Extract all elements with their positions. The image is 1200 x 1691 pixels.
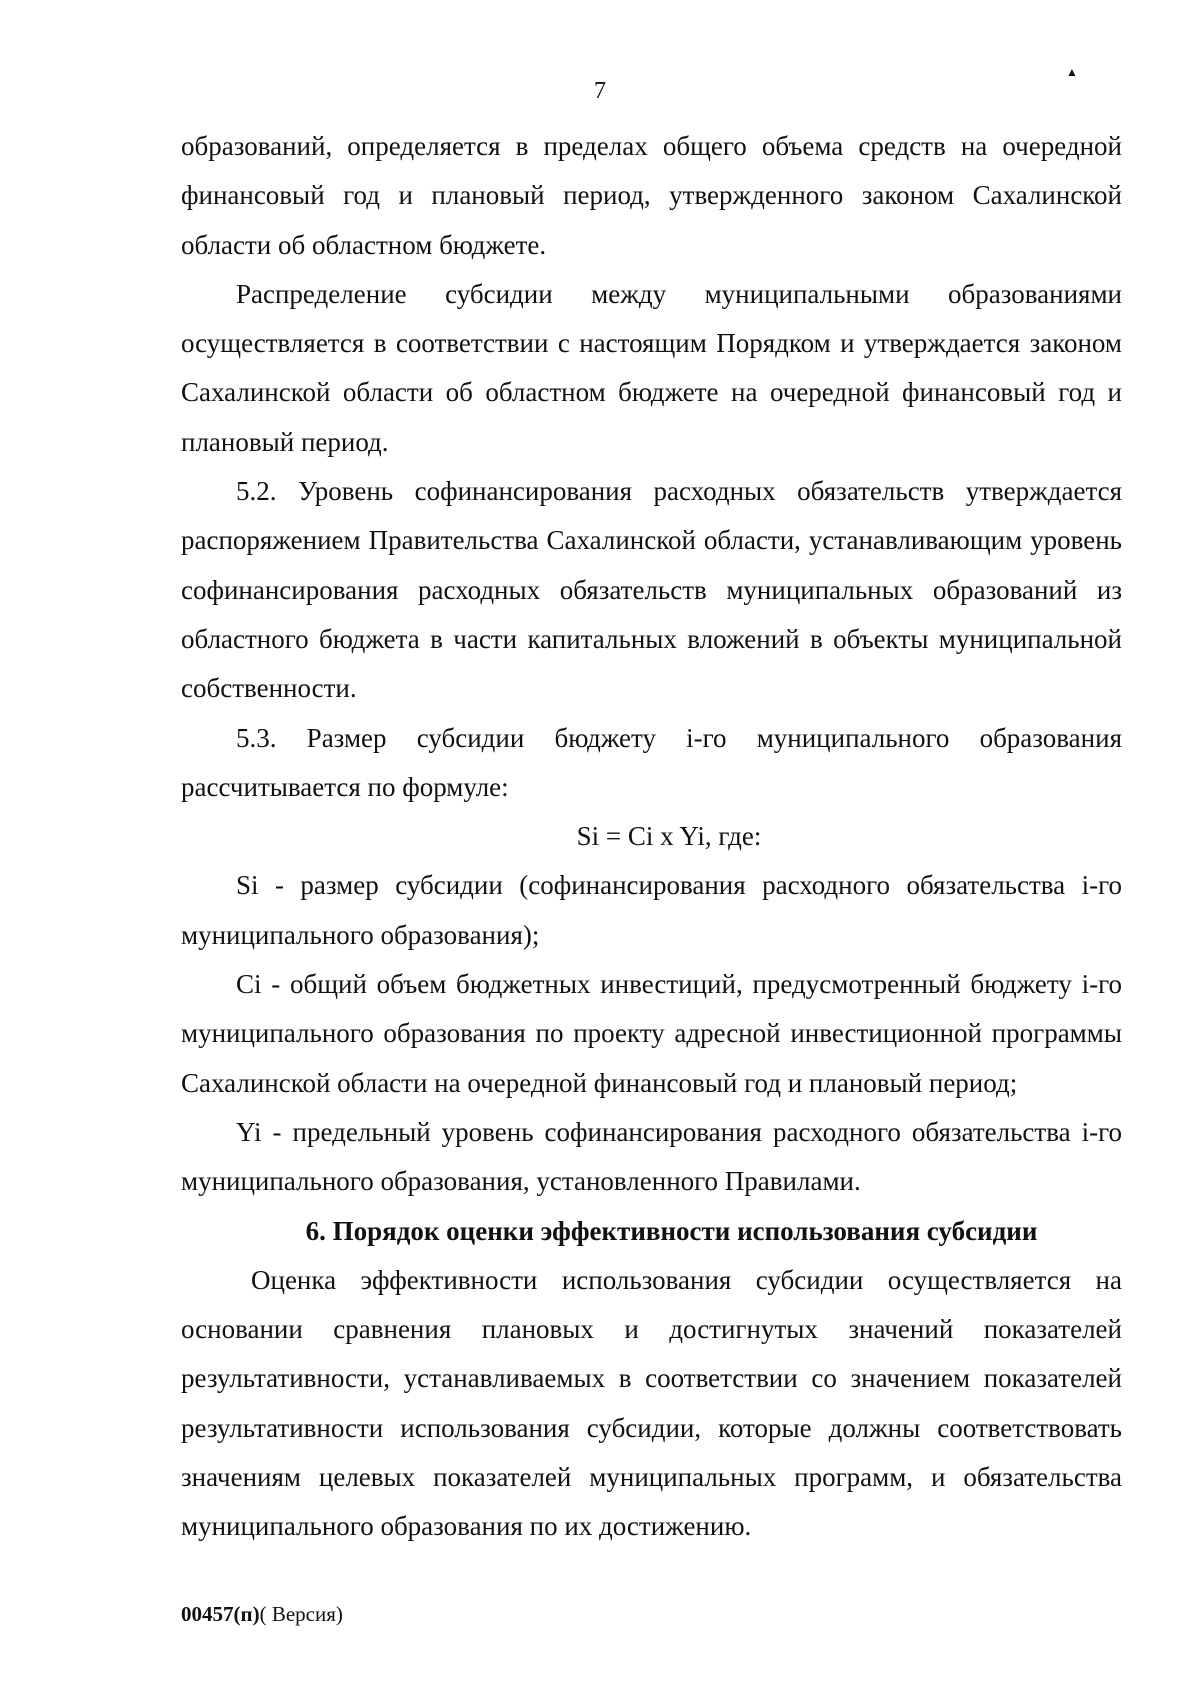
definition-ci: Ci - общий объем бюджетных инвестиций, предусмотренный бюджету i-го муниципального образования по проекту адресной инвестиционной программы Сахалинской области на очередной финансовый год и плановый период; — [181, 969, 1122, 1098]
section-heading: 6. Порядок оценки эффективности использования субсидии — [305, 1215, 1038, 1246]
definition-si: Si - размер субсидии (софинансирования расходного обязательства i-го муниципального образования); — [181, 870, 1122, 950]
paragraph-distribution: Распределение субсидии между муниципальными образованиями осуществляется в соответствии с настоящим Порядком и утверждается законом Сахалинской области об областном бюджете на очередной финансовый год и плановый период. — [181, 278, 1122, 457]
document-code: 00457(п) — [181, 1602, 260, 1626]
document-footer — [181, 1601, 343, 1627]
definition-yi: Yi - предельный уровень софинансирования расходного обязательства i-го муниципального образования, установленного Правилами. — [181, 1116, 1122, 1197]
formula: Si = Ci x Yi, где: — [576, 821, 762, 852]
paragraph-evaluation: Оценка эффективности использования субсидии осуществляется на основании сравнения плановых и достигнутых значений показателей результативности, устанавливаемых в соответствии со значением показателей результативности использования субсидии, которые должны соответствовать значениям целевых показателей муниципальных программ, и обязательства муниципального образования по их достижению. — [181, 1264, 1122, 1542]
document-version: ( Версия) — [259, 1602, 343, 1626]
document-body — [181, 122, 1122, 1552]
scan-mark: ▲ — [1066, 65, 1078, 79]
page-number: 7 — [594, 78, 606, 104]
paragraph-continuation: образований, определяется в пределах общего объема средств на очередной финансовый год и плановый период, утвержденного законом Сахалинской области об областном бюджете. — [181, 131, 1122, 260]
paragraph-5-2: 5.2. Уровень софинансирования расходных обязательств утверждается распоряжением Правительства Сахалинской области, устанавливающим уровень софинансирования расходных обязательств муниципальных образований из областного бюджета в части капитальных вложений в объекты муниципальной собственности. — [181, 476, 1122, 704]
paragraph-5-3: 5.3. Размер субсидии бюджету i-го муниципального образования рассчитывается по формуле: — [181, 722, 1122, 802]
